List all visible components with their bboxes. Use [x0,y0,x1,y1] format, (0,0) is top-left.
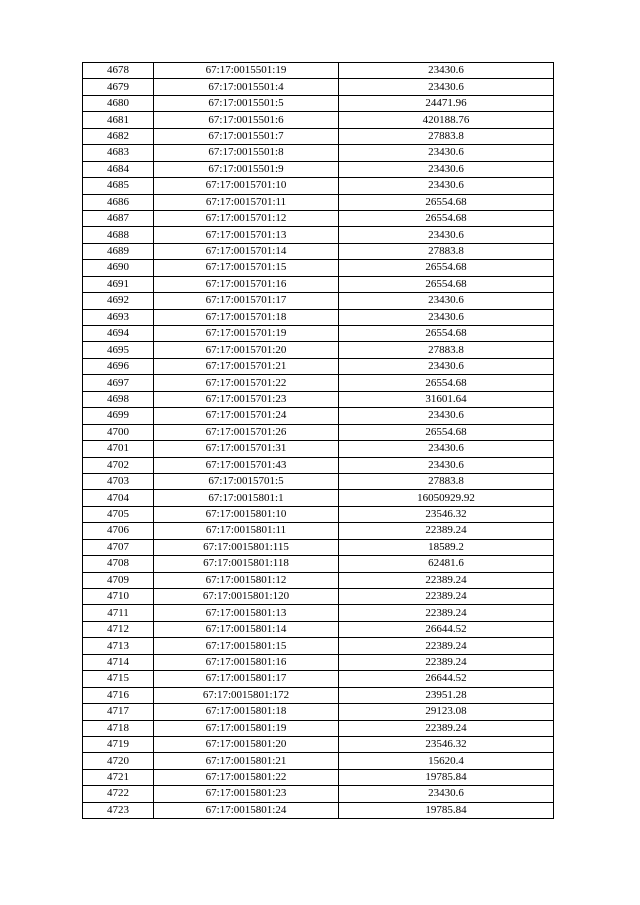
table-row [83,736,554,752]
value-cell: 22389.24 [339,638,554,654]
value-cell: 26644.52 [339,621,554,637]
value-cell: 15620.4 [339,753,554,769]
cadastral-number-cell: 67:17:0015801:172 [154,687,339,703]
row-number-cell: 4678 [83,63,154,79]
cadastral-number-cell: 67:17:0015701:14 [154,243,339,259]
cadastral-number-cell: 67:17:0015701:22 [154,375,339,391]
row-number-cell: 4702 [83,457,154,473]
cadastral-number-cell: 67:17:0015501:4 [154,79,339,95]
cadastral-number-cell: 67:17:0015801:17 [154,671,339,687]
row-number-cell: 4714 [83,654,154,670]
cadastral-number-cell: 67:17:0015501:19 [154,63,339,79]
table-row [83,490,554,506]
cadastral-number-cell: 67:17:0015501:8 [154,145,339,161]
value-cell: 31601.64 [339,391,554,407]
value-cell: 23546.32 [339,506,554,522]
cadastral-number-cell: 67:17:0015701:19 [154,326,339,342]
value-cell: 26554.68 [339,375,554,391]
value-cell: 23951.28 [339,687,554,703]
table-row [83,293,554,309]
value-cell: 23430.6 [339,79,554,95]
table-row [83,605,554,621]
table-row [83,243,554,259]
table-row [83,539,554,555]
row-number-cell: 4697 [83,375,154,391]
row-number-cell: 4716 [83,687,154,703]
value-cell: 26554.68 [339,326,554,342]
cadastral-number-cell: 67:17:0015801:14 [154,621,339,637]
cadastral-number-cell: 67:17:0015701:16 [154,276,339,292]
cadastral-number-cell: 67:17:0015701:5 [154,473,339,489]
table-row [83,654,554,670]
row-number-cell: 4679 [83,79,154,95]
row-number-cell: 4687 [83,210,154,226]
table-row [83,802,554,818]
value-cell: 27883.8 [339,473,554,489]
cadastral-number-cell: 67:17:0015701:15 [154,260,339,276]
cadastral-number-cell: 67:17:0015801:120 [154,589,339,605]
row-number-cell: 4681 [83,112,154,128]
row-number-cell: 4680 [83,95,154,111]
cadastral-number-cell: 67:17:0015701:21 [154,358,339,374]
table-row [83,753,554,769]
row-number-cell: 4683 [83,145,154,161]
row-number-cell: 4709 [83,572,154,588]
table-row [83,309,554,325]
table-row [83,79,554,95]
table-row [83,178,554,194]
table-row [83,276,554,292]
table-row [83,112,554,128]
value-cell: 23430.6 [339,63,554,79]
table-row [83,391,554,407]
row-number-cell: 4704 [83,490,154,506]
value-cell: 23430.6 [339,145,554,161]
cadastral-number-cell: 67:17:0015801:22 [154,769,339,785]
value-cell: 23430.6 [339,178,554,194]
cadastral-number-cell: 67:17:0015701:18 [154,309,339,325]
value-cell: 23430.6 [339,441,554,457]
row-number-cell: 4703 [83,473,154,489]
cadastral-number-cell: 67:17:0015801:24 [154,802,339,818]
value-cell: 22389.24 [339,720,554,736]
value-cell: 23430.6 [339,161,554,177]
table-row [83,342,554,358]
value-cell: 18589.2 [339,539,554,555]
value-cell: 26554.68 [339,260,554,276]
table-row [83,210,554,226]
table-row [83,786,554,802]
cadastral-number-cell: 67:17:0015801:115 [154,539,339,555]
row-number-cell: 4700 [83,424,154,440]
cadastral-number-cell: 67:17:0015701:20 [154,342,339,358]
table-row [83,572,554,588]
cadastral-number-cell: 67:17:0015801:11 [154,523,339,539]
table-row [83,326,554,342]
table-row [83,441,554,457]
row-number-cell: 4711 [83,605,154,621]
cadastral-number-cell: 67:17:0015701:26 [154,424,339,440]
cadastral-number-cell: 67:17:0015701:23 [154,391,339,407]
cadastral-number-cell: 67:17:0015701:31 [154,441,339,457]
table-row [83,194,554,210]
cadastral-number-cell: 67:17:0015801:20 [154,736,339,752]
table-row [83,227,554,243]
table-row [83,473,554,489]
value-cell: 23546.32 [339,736,554,752]
row-number-cell: 4705 [83,506,154,522]
row-number-cell: 4695 [83,342,154,358]
row-number-cell: 4713 [83,638,154,654]
row-number-cell: 4721 [83,769,154,785]
value-cell: 27883.8 [339,342,554,358]
table-row [83,687,554,703]
cadastral-number-cell: 67:17:0015701:24 [154,408,339,424]
table-row [83,506,554,522]
cadastral-number-cell: 67:17:0015701:11 [154,194,339,210]
row-number-cell: 4718 [83,720,154,736]
cadastral-number-cell: 67:17:0015701:43 [154,457,339,473]
row-number-cell: 4682 [83,128,154,144]
value-cell: 27883.8 [339,243,554,259]
table-row [83,145,554,161]
cadastral-number-cell: 67:17:0015801:118 [154,556,339,572]
table-row [83,720,554,736]
value-cell: 22389.24 [339,605,554,621]
row-number-cell: 4719 [83,736,154,752]
cadastral-number-cell: 67:17:0015801:21 [154,753,339,769]
row-number-cell: 4686 [83,194,154,210]
value-cell: 26644.52 [339,671,554,687]
table-row [83,671,554,687]
cadastral-number-cell: 67:17:0015801:10 [154,506,339,522]
value-cell: 26554.68 [339,210,554,226]
cadastral-number-cell: 67:17:0015701:10 [154,178,339,194]
value-cell: 23430.6 [339,408,554,424]
value-cell: 29123.08 [339,704,554,720]
value-cell: 62481.6 [339,556,554,572]
row-number-cell: 4684 [83,161,154,177]
table-row [83,63,554,79]
cadastral-number-cell: 67:17:0015701:17 [154,293,339,309]
row-number-cell: 4710 [83,589,154,605]
row-number-cell: 4707 [83,539,154,555]
value-cell: 22389.24 [339,572,554,588]
value-cell: 22389.24 [339,654,554,670]
row-number-cell: 4712 [83,621,154,637]
value-cell: 23430.6 [339,786,554,802]
cadastral-number-cell: 67:17:0015501:6 [154,112,339,128]
row-number-cell: 4722 [83,786,154,802]
table-body [83,63,554,819]
table-row [83,260,554,276]
row-number-cell: 4685 [83,178,154,194]
table-row [83,523,554,539]
value-cell: 27883.8 [339,128,554,144]
row-number-cell: 4688 [83,227,154,243]
row-number-cell: 4720 [83,753,154,769]
table-row [83,375,554,391]
value-cell: 16050929.92 [339,490,554,506]
table-row [83,704,554,720]
table-row [83,128,554,144]
table-row [83,589,554,605]
cadastral-number-cell: 67:17:0015501:7 [154,128,339,144]
value-cell: 19785.84 [339,769,554,785]
row-number-cell: 4717 [83,704,154,720]
row-number-cell: 4690 [83,260,154,276]
cadastral-number-cell: 67:17:0015801:1 [154,490,339,506]
table-row [83,457,554,473]
table-row [83,408,554,424]
row-number-cell: 4698 [83,391,154,407]
row-number-cell: 4706 [83,523,154,539]
row-number-cell: 4694 [83,326,154,342]
value-cell: 26554.68 [339,276,554,292]
table-row [83,161,554,177]
value-cell: 26554.68 [339,194,554,210]
table-row [83,424,554,440]
value-cell: 19785.84 [339,802,554,818]
table-row [83,556,554,572]
value-cell: 26554.68 [339,424,554,440]
table-row [83,638,554,654]
value-cell: 23430.6 [339,227,554,243]
row-number-cell: 4723 [83,802,154,818]
cadastral-number-cell: 67:17:0015801:18 [154,704,339,720]
row-number-cell: 4689 [83,243,154,259]
row-number-cell: 4693 [83,309,154,325]
row-number-cell: 4699 [83,408,154,424]
cadastral-number-cell: 67:17:0015801:13 [154,605,339,621]
row-number-cell: 4692 [83,293,154,309]
cadastral-number-cell: 67:17:0015501:5 [154,95,339,111]
value-cell: 22389.24 [339,589,554,605]
table-row [83,95,554,111]
value-cell: 23430.6 [339,358,554,374]
row-number-cell: 4708 [83,556,154,572]
value-cell: 23430.6 [339,457,554,473]
value-cell: 22389.24 [339,523,554,539]
value-cell: 23430.6 [339,293,554,309]
table-row [83,621,554,637]
value-cell: 420188.76 [339,112,554,128]
cadastral-number-cell: 67:17:0015801:15 [154,638,339,654]
row-number-cell: 4691 [83,276,154,292]
cadastral-number-cell: 67:17:0015801:16 [154,654,339,670]
cadastral-number-cell: 67:17:0015801:19 [154,720,339,736]
value-cell: 24471.96 [339,95,554,111]
cadastral-number-cell: 67:17:0015501:9 [154,161,339,177]
value-cell: 23430.6 [339,309,554,325]
cadastral-number-cell: 67:17:0015801:23 [154,786,339,802]
row-number-cell: 4715 [83,671,154,687]
row-number-cell: 4696 [83,358,154,374]
row-number-cell: 4701 [83,441,154,457]
cadastral-number-cell: 67:17:0015701:13 [154,227,339,243]
cadastral-number-cell: 67:17:0015801:12 [154,572,339,588]
table-row [83,769,554,785]
table-row [83,358,554,374]
cadastral-number-cell: 67:17:0015701:12 [154,210,339,226]
data-table [82,62,554,819]
